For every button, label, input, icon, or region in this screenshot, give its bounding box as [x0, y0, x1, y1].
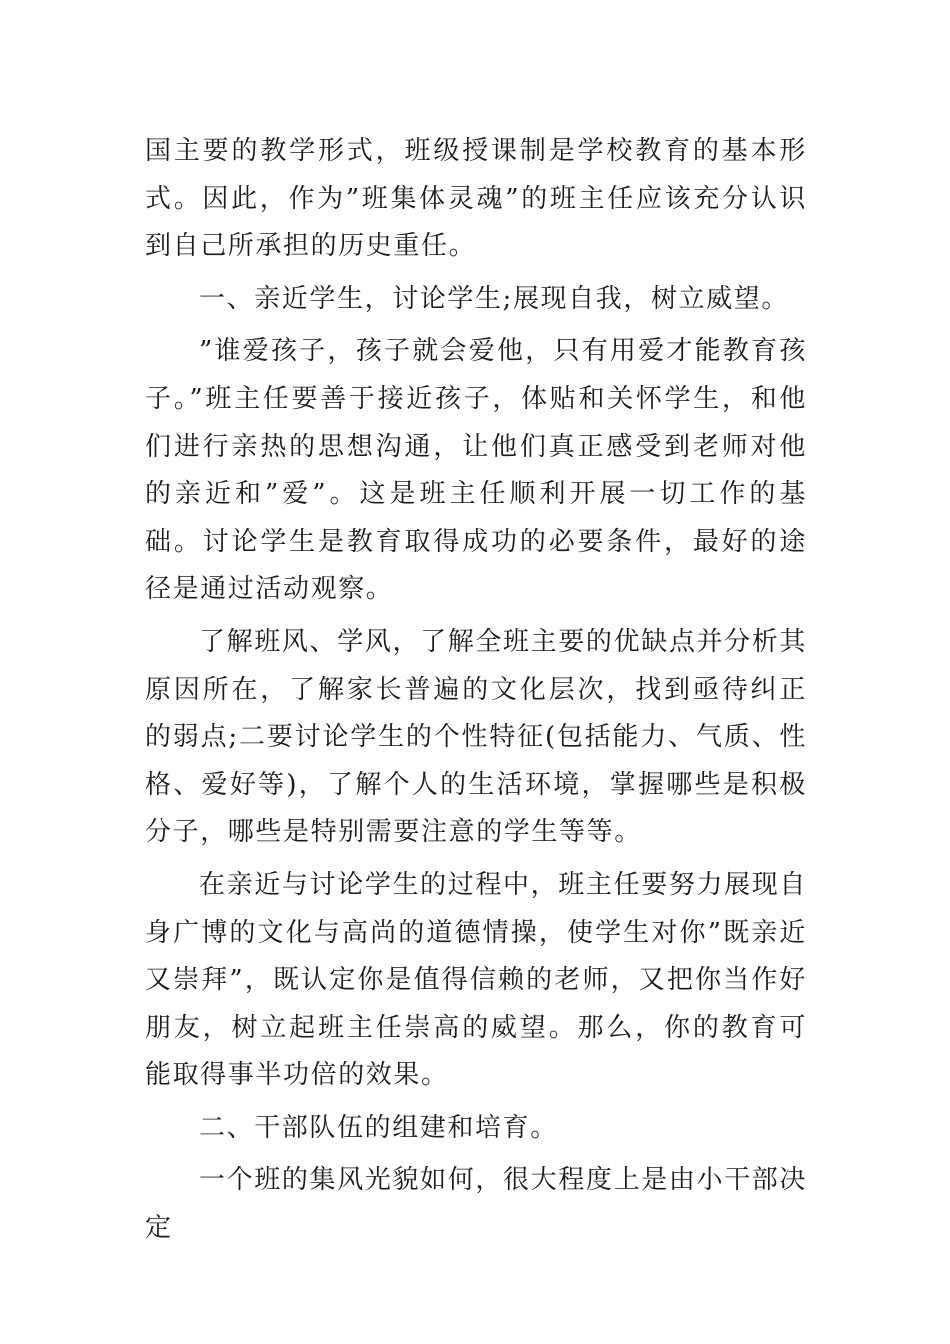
- paragraph: 一个班的集风光貌如何，很大程度上是由小干部决定: [145, 1165, 807, 1244]
- section-heading-2: 二、干部队伍的组建和培育。: [199, 1112, 558, 1143]
- paragraph: ”谁爱孩子，孩子就会爱他，只有用爱才能教育孩子。”班主任要善于接近孩子，体贴和关怀学生，和他们进行亲热的思想沟通，让他们真正感受到老师对他的亲近和”爱”。这是班主任顺利开展一切工作的基础。讨论学生是教育取得成功的必要条件，最好的途径是通过活动观察。: [145, 336, 807, 605]
- paragraph: 在亲近与讨论学生的过程中，班主任要努力展现自身广博的文化与高尚的道德情操，使学生对你”既亲近又崇拜”，既认定你是值得信赖的老师，又把你当作好朋友，树立起班主任崇高的威望。那么，你的教育可能取得事半功倍的效果。: [145, 869, 807, 1091]
- section-heading-1: 一、亲近学生，讨论学生;展现自我，树立威望。: [199, 283, 789, 314]
- paragraph-continuation: 国主要的教学形式，班级授课制是学校教育的基本形式。因此，作为”班集体灵魂”的班主任应该充分认识到自己所承担的历史重任。: [145, 136, 808, 262]
- document-body: [145, 128, 807, 1253]
- paragraph: 了解班风、学风，了解全班主要的优缺点并分析其原因所在，了解家长普遍的文化层次，找到亟待纠正的弱点;二要讨论学生的个性特征(包括能力、气质、性格、爱好等)，了解个人的生活环境，掌握哪些是积极分子，哪些是特别需要注意的学生等等。: [145, 626, 807, 848]
